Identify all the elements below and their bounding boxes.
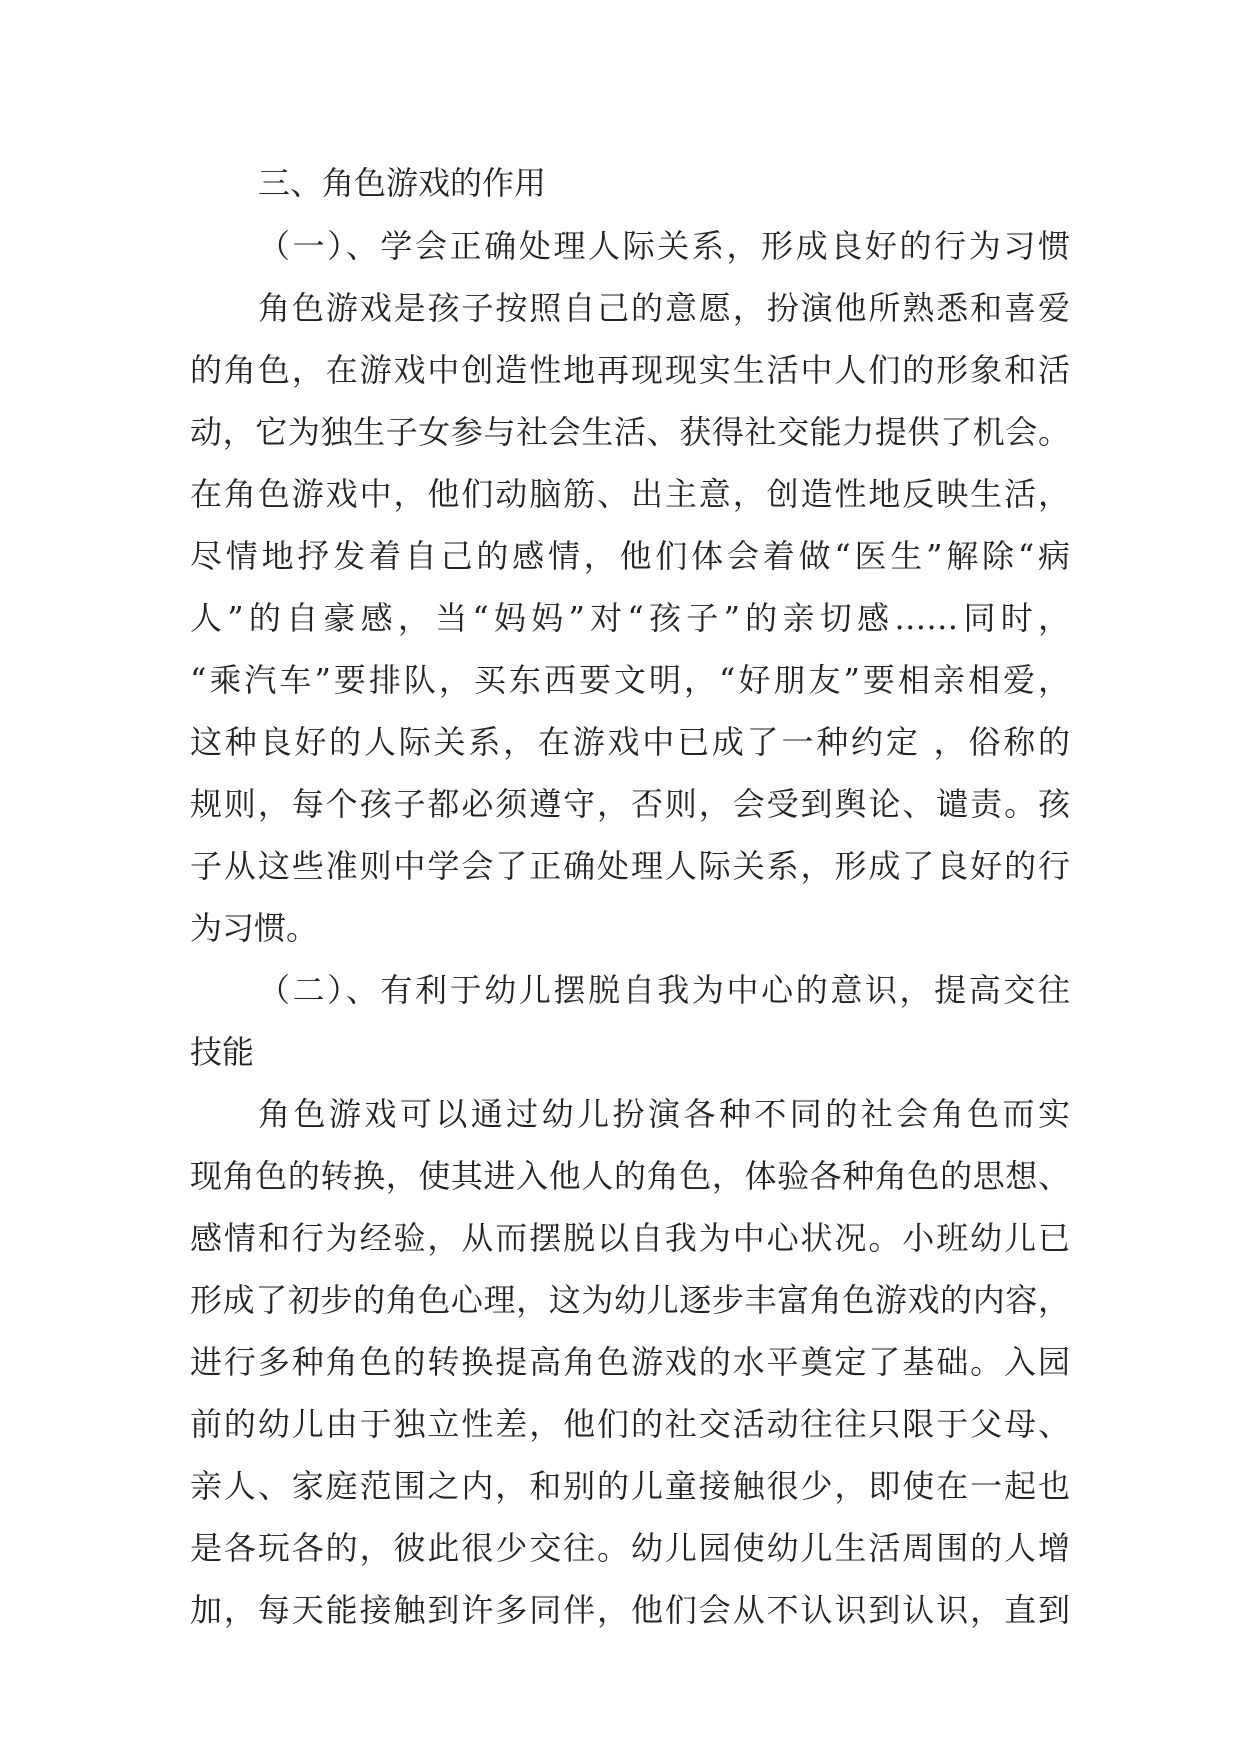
paragraph-two-line: 是各玩各的，彼此很少交往。幼儿园使幼儿生活周围的人增 (190, 1529, 1070, 1567)
paragraph-one-line: 在角色游戏中，他们动脑筋、出主意，创造性地反映生活， (190, 475, 1070, 513)
paragraph-one-line: 为习惯。 (190, 909, 319, 947)
paragraph-two-line: 感情和行为经验，从而摆脱以自我为中心状况。小班幼儿已 (190, 1219, 1070, 1257)
subheading-one: （一）、学会正确处理人际关系，形成良好的行为习惯 (258, 227, 1070, 265)
paragraph-one-line: 这种良好的人际关系，在游戏中已成了一种约定 ，俗称的 (190, 723, 1070, 761)
paragraph-one-line: 人”的自豪感，当“妈妈”对“孩子”的亲切感……同时， (190, 599, 1070, 637)
subheading-two-line: 技能 (190, 1033, 255, 1071)
paragraph-one-line: “乘汽车”要排队，买东西要文明，“好朋友”要相亲相爱， (190, 661, 1070, 699)
paragraph-two-line: 进行多种角色的转换提高角色游戏的水平奠定了基础。入园 (190, 1343, 1070, 1381)
paragraph-two-line: 前的幼儿由于独立性差，他们的社交活动往往只限于父母、 (190, 1405, 1070, 1443)
paragraph-one-line: 规则，每个孩子都必须遵守，否则，会受到舆论、谴责。孩 (190, 785, 1070, 823)
paragraph-two-line: 现角色的转换，使其进入他人的角色，体验各种角色的思想、 (190, 1157, 1070, 1195)
subheading-two-line: （二）、有利于幼儿摆脱自我为中心的意识，提高交往 (258, 971, 1070, 1009)
paragraph-one-line: 的角色，在游戏中创造性地再现现实生活中人们的形象和活 (190, 351, 1070, 389)
section-heading: 三、角色游戏的作用 (258, 164, 547, 202)
paragraph-one-line: 动，它为独生子女参与社会生活、获得社交能力提供了机会。 (190, 413, 1070, 451)
paragraph-one-line: 角色游戏是孩子按照自己的意愿，扮演他所熟悉和喜爱 (258, 289, 1070, 327)
paragraph-two-line: 加，每天能接触到许多同伴，他们会从不认识到认识，直到 (190, 1591, 1070, 1629)
paragraph-one-line: 子从这些准则中学会了正确处理人际关系，形成了良好的行 (190, 847, 1070, 885)
paragraph-two-line: 角色游戏可以通过幼儿扮演各种不同的社会角色而实 (258, 1095, 1070, 1133)
paragraph-two-line: 形成了初步的角色心理，这为幼儿逐步丰富角色游戏的内容， (190, 1281, 1070, 1319)
paragraph-one-line: 尽情地抒发着自己的感情，他们体会着做“医生”解除“病 (190, 537, 1070, 575)
paragraph-two-line: 亲人、家庭范围之内，和别的儿童接触很少，即使在一起也 (190, 1467, 1070, 1505)
